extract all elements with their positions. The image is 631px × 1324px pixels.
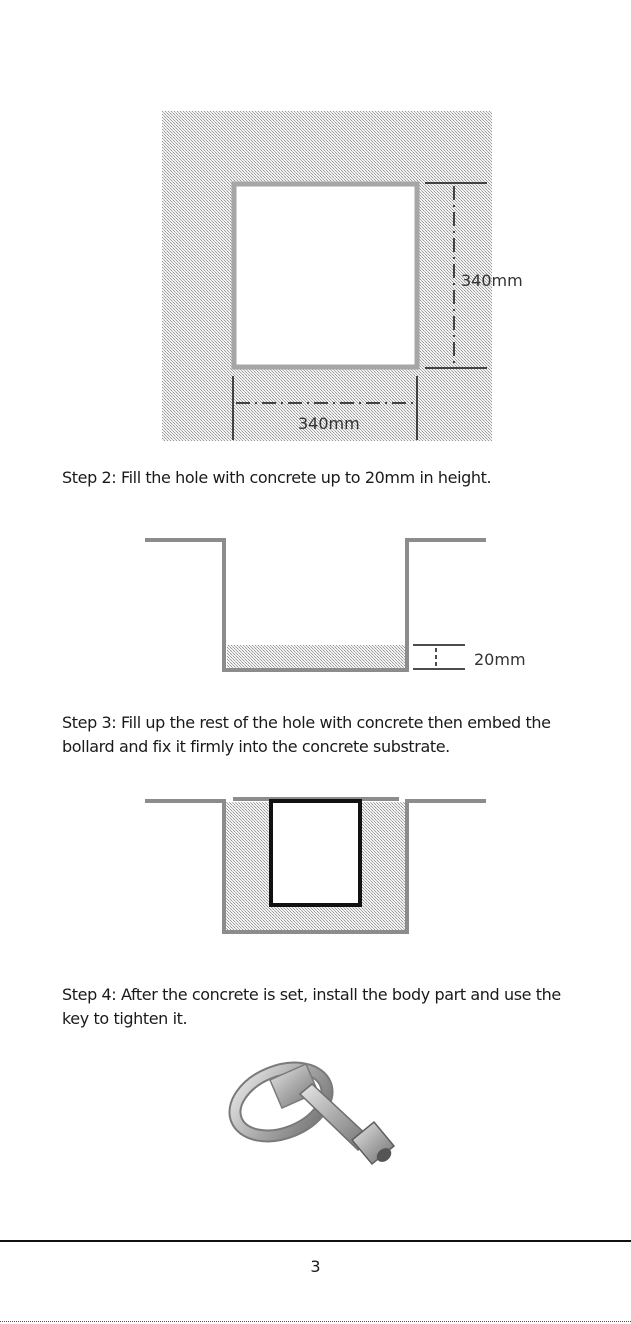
concrete-base-diagram <box>145 540 526 670</box>
step-4-instruction: Step 4: After the concrete is set, install the body part and use the key to tighten it. <box>62 985 561 1028</box>
width-dimension-label: 340mm <box>298 414 360 433</box>
hole-outline <box>234 184 417 367</box>
page-bottom-border <box>0 1321 631 1322</box>
concrete-base-fill <box>227 645 406 669</box>
footer-divider <box>0 1240 631 1242</box>
embedded-bollard-diagram <box>145 799 486 932</box>
key-image <box>225 1055 394 1164</box>
step-3-instruction: Step 3: Fill up the rest of the hole with concrete then embed the bollard and fix it firmly into the concrete substrate. <box>62 713 551 756</box>
bollard-base <box>271 801 360 905</box>
page-number: 3 <box>310 1257 321 1276</box>
hole-top-view-diagram <box>162 111 523 441</box>
depth-dimension-label: 20mm <box>474 650 526 669</box>
step-2-instruction: Step 2: Fill the hole with concrete up to 20mm in height. <box>62 468 492 487</box>
height-dimension-label: 340mm <box>461 271 523 290</box>
